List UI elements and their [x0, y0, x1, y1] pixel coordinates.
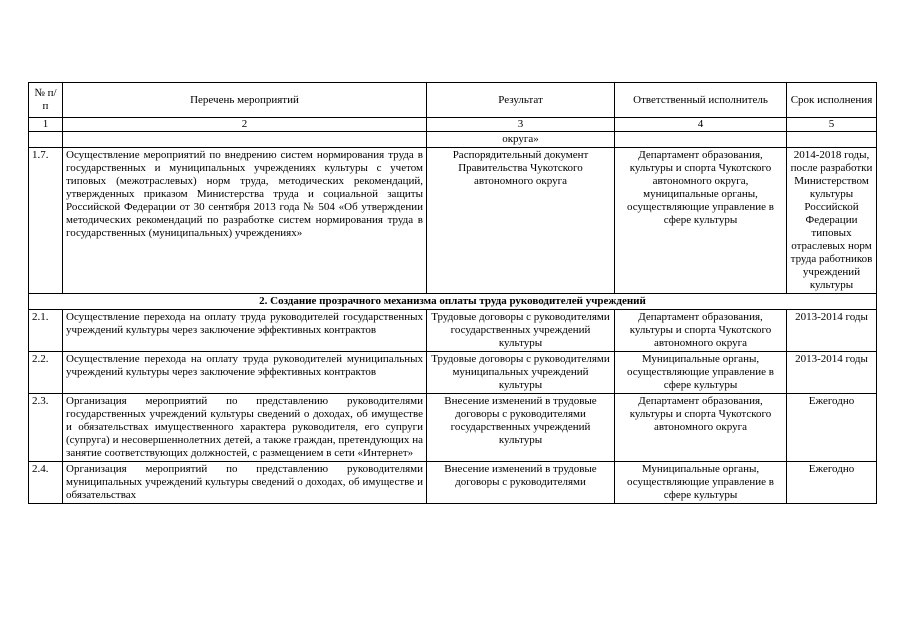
table-row [29, 310, 877, 352]
column-numbers-row [29, 118, 877, 132]
row-number: 2.1. [29, 310, 63, 352]
row-deadline: 2013-2014 годы [787, 352, 877, 394]
header-num: № п/п [29, 83, 63, 118]
table-row [29, 394, 877, 462]
row-number: 1.7. [29, 148, 63, 294]
section-row [29, 294, 877, 310]
column-number: 2 [63, 118, 427, 132]
continuation-result: округа» [427, 132, 615, 148]
continuation-row [29, 132, 877, 148]
row-deadline: Ежегодно [787, 394, 877, 462]
row-result: Трудовые договоры с руководителями муниципальных учреждений культуры [427, 352, 615, 394]
row-number: 2.2. [29, 352, 63, 394]
row-number: 2.4. [29, 462, 63, 504]
section-title: 2. Создание прозрачного механизма оплаты труда руководителей учреждений [29, 294, 877, 310]
row-result: Внесение изменений в трудовые договоры с руководителями государственных учреждений культуры [427, 394, 615, 462]
row-deadline: Ежегодно [787, 462, 877, 504]
table-row [29, 352, 877, 394]
row-measure: Осуществление перехода на оплату труда руководителей государственных учреждений культуры через заключение эффективных контрактов [63, 310, 427, 352]
row-executor: Департамент образования, культуры и спорта Чукотского автономного округа, муниципальные органы, осуществляющие управление в сфере культуры [615, 148, 787, 294]
header-result: Результат [427, 83, 615, 118]
row-executor: Департамент образования, культуры и спорта Чукотского автономного округа [615, 394, 787, 462]
row-executor: Муниципальные органы, осуществляющие управление в сфере культуры [615, 462, 787, 504]
row-result: Распорядительный документ Правительства Чукотского автономного округа [427, 148, 615, 294]
table-row [29, 462, 877, 504]
column-number: 3 [427, 118, 615, 132]
column-number: 5 [787, 118, 877, 132]
row-measure: Организация мероприятий по представлению руководителями муниципальных учреждений культуры сведений о доходах, об имуществе и обязательствах [63, 462, 427, 504]
column-number: 4 [615, 118, 787, 132]
row-result: Внесение изменений в трудовые договоры с руководителями [427, 462, 615, 504]
header-deadline: Срок исполнения [787, 83, 877, 118]
table-header-row [29, 83, 877, 118]
row-executor: Муниципальные органы, осуществляющие управление в сфере культуры [615, 352, 787, 394]
header-measures: Перечень мероприятий [63, 83, 427, 118]
row-measure: Осуществление перехода на оплату труда руководителей муниципальных учреждений культуры через заключение эффективных контрактов [63, 352, 427, 394]
row-number: 2.3. [29, 394, 63, 462]
measures-table [28, 82, 877, 504]
header-executor: Ответственный исполнитель [615, 83, 787, 118]
row-result: Трудовые договоры с руководителями государственных учреждений культуры [427, 310, 615, 352]
row-deadline: 2013-2014 годы [787, 310, 877, 352]
row-measure: Организация мероприятий по представлению руководителями государственных учреждений культуры сведений о доходах, об имуществе и обязательствах имущественного характера руководителя, его супруги (супруга) и несовершеннолетних детей, а также граждан, претендующих на занятие соответствующих должностей, с размещением в сети «Интернет» [63, 394, 427, 462]
table-row [29, 148, 877, 294]
column-number: 1 [29, 118, 63, 132]
row-deadline: 2014-2018 годы, после разработки Министерством культуры Российской Федерации типовых отраслевых норм труда работников учреждений культуры [787, 148, 877, 294]
row-measure: Осуществление мероприятий по внедрению систем нормирования труда в государственных и муниципальных учреждениях культуры с учетом типовых (межотраслевых) норм труда, методических рекомендаций, утвержденных приказом Министерства труда и социальной защиты Российской Федерации от 30 сентября 2013 года № 504 «Об утверждении методических рекомендаций по разработке систем нормирования труда в государственных (муниципальных) учреждениях» [63, 148, 427, 294]
row-executor: Департамент образования, культуры и спорта Чукотского автономного округа [615, 310, 787, 352]
